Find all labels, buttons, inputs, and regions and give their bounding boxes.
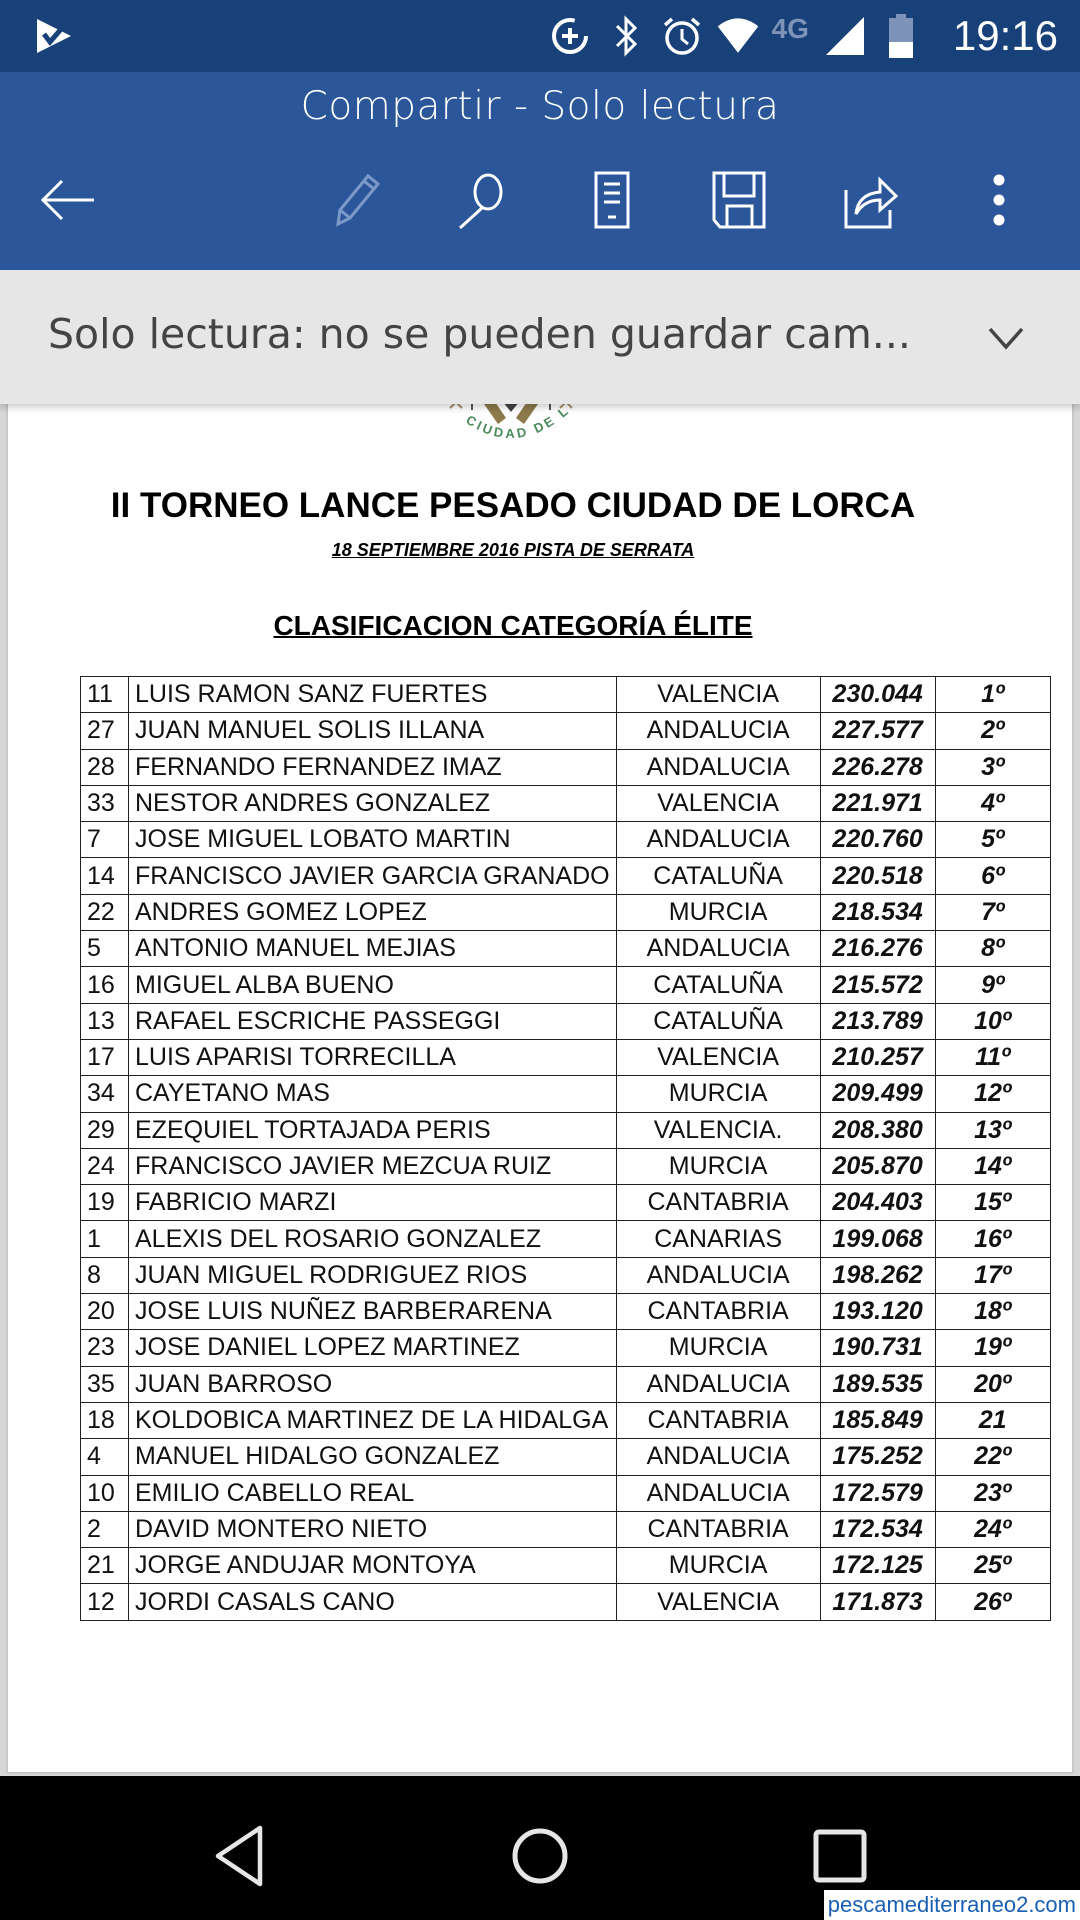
competitor-name: LUIS APARISI TORRECILLA: [129, 1039, 617, 1075]
competitor-points: 204.403: [820, 1185, 935, 1221]
competitor-region: MURCIA: [616, 1330, 820, 1366]
table-row: [81, 1511, 1051, 1547]
competitor-number: 4: [81, 1439, 129, 1475]
table-row: [81, 1257, 1051, 1293]
competitor-region: CANTABRIA: [616, 1294, 820, 1330]
competitor-region: VALENCIA.: [616, 1112, 820, 1148]
table-row: [81, 858, 1051, 894]
document-heading: II TORNEO LANCE PESADO CIUDAD DE LORCA: [110, 486, 916, 525]
edit-button[interactable]: [318, 164, 390, 236]
table-row: [81, 1439, 1051, 1475]
share-button[interactable]: [834, 164, 906, 236]
competitor-position: 7º: [935, 894, 1050, 930]
competitor-position: 17º: [935, 1257, 1050, 1293]
table-row: [81, 1475, 1051, 1511]
competitor-name: MIGUEL ALBA BUENO: [129, 967, 617, 1003]
competitor-name: JUAN BARROSO: [129, 1366, 617, 1402]
nav-recents-button[interactable]: [800, 1816, 880, 1896]
competitor-position: 19º: [935, 1330, 1050, 1366]
competitor-position: 9º: [935, 967, 1050, 1003]
competitor-region: ANDALUCIA: [616, 1366, 820, 1402]
battery-icon: [879, 14, 923, 58]
search-icon: [452, 170, 512, 230]
competitor-number: 10: [81, 1475, 129, 1511]
circle-home-icon: [508, 1824, 572, 1888]
competitor-points: 208.380: [820, 1112, 935, 1148]
document-title: Compartir - Solo lectura: [300, 84, 780, 129]
competitor-name: KOLDOBICA MARTINEZ DE LA HIDALGA: [129, 1402, 617, 1438]
competitor-name: ALEXIS DEL ROSARIO GONZALEZ: [129, 1221, 617, 1257]
clock: 19:16: [952, 12, 1058, 59]
competitor-number: 20: [81, 1294, 129, 1330]
competitor-region: CANARIAS: [616, 1221, 820, 1257]
competitor-position: 11º: [935, 1039, 1050, 1075]
chevron-down-icon: [986, 323, 1026, 353]
table-row: [81, 931, 1051, 967]
competitor-position: 20º: [935, 1366, 1050, 1402]
competitor-position: 16º: [935, 1221, 1050, 1257]
read-only-message: Solo lectura: no se pueden guardar cam...: [48, 310, 911, 358]
competitor-points: 175.252: [820, 1439, 935, 1475]
competitor-region: ANDALUCIA: [616, 749, 820, 785]
competitor-name: JOSE DANIEL LOPEZ MARTINEZ: [129, 1330, 617, 1366]
competitor-region: ANDALUCIA: [616, 713, 820, 749]
app-bar: [0, 72, 1080, 270]
search-button[interactable]: [446, 164, 518, 236]
competitor-region: ANDALUCIA: [616, 822, 820, 858]
competitor-number: 13: [81, 1003, 129, 1039]
more-vertical-icon: [989, 170, 1009, 230]
competitor-name: FABRICIO MARZI: [129, 1185, 617, 1221]
competitor-name: DAVID MONTERO NIETO: [129, 1511, 617, 1547]
nav-back-button[interactable]: [200, 1816, 280, 1896]
mobile-view-icon: [590, 170, 634, 230]
competitor-points: 216.276: [820, 931, 935, 967]
pencil-icon: [324, 170, 384, 230]
competitor-position: 26º: [935, 1584, 1050, 1620]
competitor-name: JUAN MANUEL SOLIS ILLANA: [129, 713, 617, 749]
competitor-name: EMILIO CABELLO REAL: [129, 1475, 617, 1511]
competitor-points: 218.534: [820, 894, 935, 930]
floppy-disk-icon: [710, 170, 770, 230]
table-row: [81, 894, 1051, 930]
competitor-points: 171.873: [820, 1584, 935, 1620]
competitor-number: 33: [81, 785, 129, 821]
competitor-position: 15º: [935, 1185, 1050, 1221]
document-page: [6, 404, 1074, 1774]
triangle-back-icon: [212, 1824, 268, 1888]
competitor-number: 1: [81, 1221, 129, 1257]
competitor-points: 172.534: [820, 1511, 935, 1547]
competitor-region: MURCIA: [616, 1548, 820, 1584]
arrow-left-icon: [38, 175, 98, 225]
competitor-number: 29: [81, 1112, 129, 1148]
competitor-region: VALENCIA: [616, 1039, 820, 1075]
data-saver-icon: [548, 14, 592, 58]
competitor-number: 27: [81, 713, 129, 749]
competitor-number: 19: [81, 1185, 129, 1221]
table-row: [81, 677, 1051, 713]
table-row: [81, 713, 1051, 749]
competitor-number: 21: [81, 1548, 129, 1584]
competitor-region: CATALUÑA: [616, 1003, 820, 1039]
table-row: [81, 1548, 1051, 1584]
competitor-points: 215.572: [820, 967, 935, 1003]
competitor-points: 226.278: [820, 749, 935, 785]
competitor-position: 23º: [935, 1475, 1050, 1511]
table-row: [81, 1221, 1051, 1257]
competitor-region: MURCIA: [616, 894, 820, 930]
competitor-number: 34: [81, 1076, 129, 1112]
table-row: [81, 967, 1051, 1003]
more-options-button[interactable]: [963, 164, 1035, 236]
competitor-points: 205.870: [820, 1148, 935, 1184]
competitor-points: 189.535: [820, 1366, 935, 1402]
competitor-position: 25º: [935, 1548, 1050, 1584]
competitor-points: 198.262: [820, 1257, 935, 1293]
square-recents-icon: [808, 1824, 872, 1888]
svg-text:CIUDAD DE LORCA: CIUDAD DE L: [463, 404, 573, 442]
save-button[interactable]: [704, 164, 776, 236]
competitor-points: 213.789: [820, 1003, 935, 1039]
competitor-region: ANDALUCIA: [616, 931, 820, 967]
competitor-position: 14º: [935, 1148, 1050, 1184]
competitor-name: JORGE ANDUJAR MONTOYA: [129, 1548, 617, 1584]
table-row: [81, 1039, 1051, 1075]
competitor-points: 172.125: [820, 1548, 935, 1584]
table-row: [81, 785, 1051, 821]
table-row: [81, 1185, 1051, 1221]
competitor-name: RAFAEL ESCRICHE PASSEGGI: [129, 1003, 617, 1039]
competitor-points: 193.120: [820, 1294, 935, 1330]
competitor-points: 227.577: [820, 713, 935, 749]
competitor-position: 8º: [935, 931, 1050, 967]
competitor-position: 5º: [935, 822, 1050, 858]
competitor-points: 172.579: [820, 1475, 935, 1511]
competitor-region: ANDALUCIA: [616, 1475, 820, 1511]
competitor-region: ANDALUCIA: [616, 1439, 820, 1475]
competitor-points: 220.518: [820, 858, 935, 894]
results-table: [80, 676, 1051, 1621]
competitor-name: MANUEL HIDALGO GONZALEZ: [129, 1439, 617, 1475]
competitor-name: FRANCISCO JAVIER GARCIA GRANADO: [129, 858, 617, 894]
competitor-points: 209.499: [820, 1076, 935, 1112]
competitor-position: 10º: [935, 1003, 1050, 1039]
table-row: [81, 1112, 1051, 1148]
table-row: [81, 1584, 1051, 1620]
competitor-position: 12º: [935, 1076, 1050, 1112]
competitor-region: VALENCIA: [616, 785, 820, 821]
event-date-location: 18 SEPTIEMBRE 2016 PISTA DE SERRATA: [331, 540, 695, 560]
network-4g-label: 4G: [771, 13, 809, 44]
competitor-region: ANDALUCIA: [616, 1257, 820, 1293]
competitor-number: 35: [81, 1366, 129, 1402]
competitor-number: 7: [81, 822, 129, 858]
competitor-position: 18º: [935, 1294, 1050, 1330]
document-viewport[interactable]: [0, 404, 1080, 1776]
watermark: pescamediterraneo2.com: [824, 1890, 1080, 1920]
competitor-position: 1º: [935, 677, 1050, 713]
competitor-region: VALENCIA: [616, 677, 820, 713]
competitor-name: CAYETANO MAS: [129, 1076, 617, 1112]
competitor-region: MURCIA: [616, 1148, 820, 1184]
competitor-number: 18: [81, 1402, 129, 1438]
cell-signal-icon: [823, 14, 867, 58]
competitor-name: LUIS RAMON SANZ FUERTES: [129, 677, 617, 713]
competitor-name: ANDRES GOMEZ LOPEZ: [129, 894, 617, 930]
competitor-name: NESTOR ANDRES GONZALEZ: [129, 785, 617, 821]
club-logo: [436, 404, 586, 456]
table-row: [81, 1148, 1051, 1184]
competitor-position: 3º: [935, 749, 1050, 785]
alarm-icon: [660, 14, 704, 58]
competitor-number: 12: [81, 1584, 129, 1620]
reading-view-button[interactable]: [576, 164, 648, 236]
competitor-number: 16: [81, 967, 129, 1003]
competitor-region: CANTABRIA: [616, 1511, 820, 1547]
table-row: [81, 1003, 1051, 1039]
competitor-region: CATALUÑA: [616, 967, 820, 1003]
competitor-name: FERNANDO FERNANDEZ IMAZ: [129, 749, 617, 785]
table-row: [81, 749, 1051, 785]
table-row: [81, 822, 1051, 858]
status-bar: [0, 0, 1080, 72]
table-row: [81, 1366, 1051, 1402]
competitor-points: 199.068: [820, 1221, 935, 1257]
table-row: [81, 1402, 1051, 1438]
expand-banner-button[interactable]: [980, 312, 1032, 364]
table-row: [81, 1330, 1051, 1366]
competitor-number: 5: [81, 931, 129, 967]
competitor-region: CANTABRIA: [616, 1185, 820, 1221]
competitor-name: JUAN MIGUEL RODRIGUEZ RIOS: [129, 1257, 617, 1293]
competitor-name: JOSE MIGUEL LOBATO MARTIN: [129, 822, 617, 858]
navigation-bar: [0, 1776, 1080, 1920]
competitor-points: 221.971: [820, 785, 935, 821]
competitor-position: 2º: [935, 713, 1050, 749]
competitor-position: 22º: [935, 1439, 1050, 1475]
competitor-region: MURCIA: [616, 1076, 820, 1112]
table-row: [81, 1076, 1051, 1112]
table-row: [81, 1294, 1051, 1330]
competitor-region: CANTABRIA: [616, 1402, 820, 1438]
back-button[interactable]: [32, 164, 104, 236]
category-heading: CLASIFICACION CATEGORÍA ÉLITE: [273, 610, 753, 641]
competitor-number: 23: [81, 1330, 129, 1366]
competitor-number: 17: [81, 1039, 129, 1075]
competitor-name: JOSE LUIS NUÑEZ BARBERARENA: [129, 1294, 617, 1330]
competitor-name: JORDI CASALS CANO: [129, 1584, 617, 1620]
wifi-icon: [716, 14, 760, 58]
competitor-position: 4º: [935, 785, 1050, 821]
competitor-name: ANTONIO MANUEL MEJIAS: [129, 931, 617, 967]
competitor-region: CATALUÑA: [616, 858, 820, 894]
nav-home-button[interactable]: [500, 1816, 580, 1896]
competitor-region: VALENCIA: [616, 1584, 820, 1620]
competitor-number: 8: [81, 1257, 129, 1293]
competitor-number: 24: [81, 1148, 129, 1184]
competitor-points: 230.044: [820, 677, 935, 713]
competitor-name: FRANCISCO JAVIER MEZCUA RUIZ: [129, 1148, 617, 1184]
competitor-points: 210.257: [820, 1039, 935, 1075]
competitor-number: 2: [81, 1511, 129, 1547]
competitor-name: EZEQUIEL TORTAJADA PERIS: [129, 1112, 617, 1148]
read-only-banner[interactable]: [0, 270, 1080, 404]
share-icon: [840, 170, 900, 230]
competitor-number: 11: [81, 677, 129, 713]
app-notification-icon: [34, 16, 74, 56]
competitor-points: 190.731: [820, 1330, 935, 1366]
bluetooth-icon: [604, 14, 648, 58]
competitor-position: 6º: [935, 858, 1050, 894]
competitor-position: 13º: [935, 1112, 1050, 1148]
competitor-number: 22: [81, 894, 129, 930]
competitor-position: 21: [935, 1402, 1050, 1438]
competitor-position: 24º: [935, 1511, 1050, 1547]
competitor-points: 220.760: [820, 822, 935, 858]
competitor-points: 185.849: [820, 1402, 935, 1438]
competitor-number: 14: [81, 858, 129, 894]
competitor-number: 28: [81, 749, 129, 785]
